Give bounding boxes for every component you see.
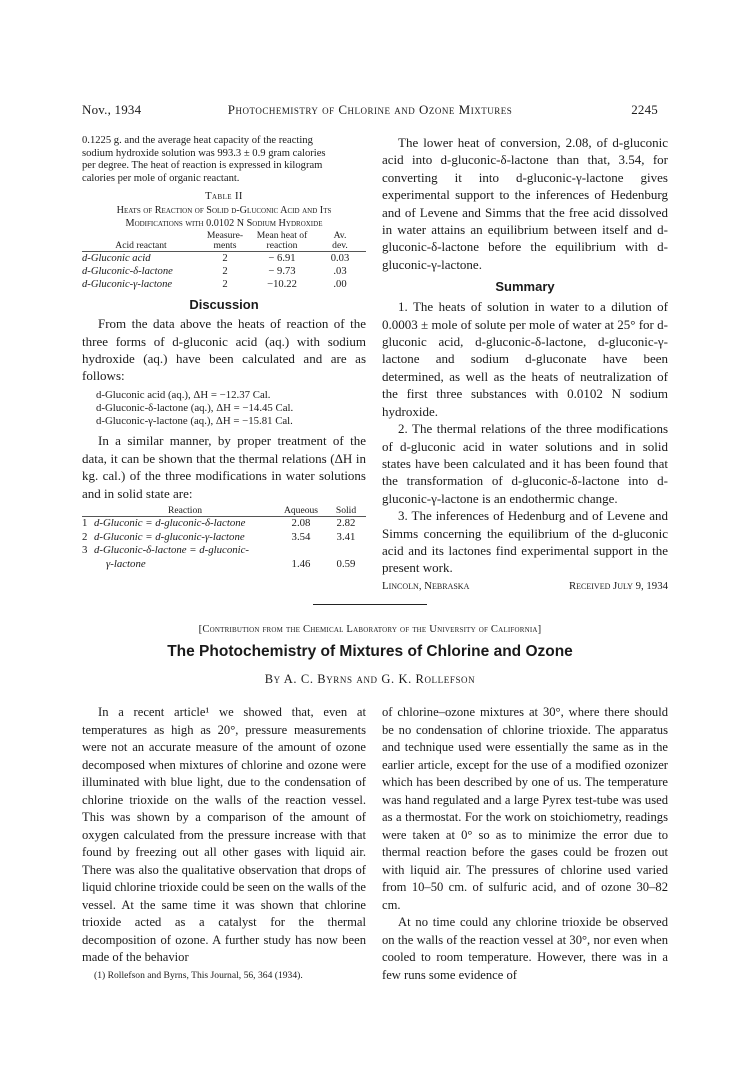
table-cell: d-Gluconic = d-gluconic-δ-lactone: [94, 517, 246, 530]
equation: d-Gluconic-δ-lactone (aq.), ΔH = −14.45 Cal.: [96, 401, 294, 414]
intro-line: calories per mole of organic reactant.: [82, 172, 240, 184]
col-header: Solid: [335, 505, 357, 517]
table-row: [82, 252, 366, 266]
table-cell: 2: [222, 279, 228, 291]
contribution-line: [Contribution from the Chemical Laboratory of the University of California]: [198, 624, 542, 635]
summary-item: 2. The thermal relations of the three modifications of d-gluconic acid in water solutions and in solid states have been calculated and it has been found that the transformation of d-gluconic-δ-lactone into d-gluconic-γ-lactone is an endothermic change.: [382, 421, 668, 506]
table-row: [82, 531, 366, 545]
discussion-heading: Discussion: [189, 297, 259, 313]
table-cell: d-Gluconic-δ-lactone = d-gluconic-: [94, 544, 250, 557]
table-cell: 2: [82, 530, 88, 543]
table-header-row: [82, 506, 366, 517]
article-paragraph: In a recent article¹ we showed that, even at temperatures as high as 20°, pressure measurements were not an accurate measure of the amount of ozone decomposed when mixtures of chlorine and ozone were illuminated with blue light, due to the condensation of chlorine trioxide on the walls of the reaction vessel. This was shown by a comparison of the amount of oxygen calculated from the pressure increase with that found by freezing out all other gases with liquid air. There was also the qualitative observation that drops of liquid chlorine trioxide could be seen on the walls of the vessel. At the same time it was shown that chlorine trioxide acted as a catalyst for the thermal decomposition of ozone. A further study has now been made of the behavior: [82, 705, 366, 964]
location: Lincoln, Nebraska: [382, 579, 470, 592]
article-byline: By A. C. Byrns and G. K. Rollefson: [264, 672, 476, 686]
col-header: Av. dev.: [332, 230, 348, 252]
table-cell: .03: [333, 266, 347, 278]
col-header: Measure- ments: [206, 230, 244, 252]
header-date: Nov., 1934: [82, 102, 142, 117]
equation: d-Gluconic-γ-lactone (aq.), ΔH = −15.81 Cal.: [96, 415, 293, 428]
table-cell: [276, 544, 326, 558]
col-header: Mean heat of reaction: [256, 230, 308, 252]
table-cell: −10.22: [267, 279, 297, 291]
table-cell: [82, 558, 94, 572]
summary-heading: Summary: [495, 279, 555, 295]
right-top-column: [382, 134, 668, 596]
equation: d-Gluconic acid (aq.), ΔH = −12.37 Cal.: [96, 388, 271, 401]
table-cell: 0.03: [330, 253, 350, 265]
table-cell: 3: [82, 544, 88, 557]
col-header: Acid reactant: [115, 240, 167, 252]
equations: [96, 389, 366, 429]
article-right-column: [382, 704, 668, 984]
table-cell: 3.54: [291, 530, 311, 543]
table-row: [82, 265, 366, 278]
article-title: The Photochemistry of Mixtures of Chlorine and Ozone: [167, 643, 573, 660]
table-cell: .00: [333, 279, 347, 291]
table-cell: 0.59: [336, 557, 356, 570]
article-paragraph: of chlorine–ozone mixtures at 30°, where there should be no condensation of chlorine trioxide. The apparatus and technique used were essentially the same as in the earlier article, except for the use of a modified ozonizer which has been described by one of us. The temperature was hand regulated and a large Pyrex test-tube was used as a thermostat. For the work on stoichiometry, readings were taken at 0° so as to minimize the error due to thermal reaction before the gases could be frozen out with liquid air. The pressures of chlorine used varied from 10–50 cm. of sulfuric acid, and of ozone 30–82 cm.: [382, 705, 668, 912]
table-cell: 2.08: [291, 517, 311, 530]
table-cell: 2: [222, 253, 228, 265]
table-2: [82, 231, 366, 291]
table-row: [82, 544, 366, 558]
col-header: Aqueous: [283, 505, 319, 517]
table-cell: 2: [222, 266, 228, 278]
table-cell: [326, 544, 366, 558]
similar-paragraph: In a similar manner, by proper treatment of the data, it can be shown that the thermal relations (ΔH in kg. cal.) of the three modifications in water solutions and in solid state are:: [82, 433, 366, 501]
article-paragraph: At no time could any chlorine trioxide be observed on the walls of the reaction vessel at 30°, nor even when cooled to room temperature. However, there was in a few runs some evidence of: [382, 915, 668, 982]
table-row: [82, 517, 366, 531]
intro-text: [82, 135, 366, 185]
received-date: Received July 9, 1934: [568, 579, 668, 592]
table2-label: Table II: [205, 191, 243, 203]
table-cell: 1: [82, 517, 88, 530]
section-divider: [313, 604, 427, 605]
running-title: Photochemistry of Chlorine and Ozone Mixtures: [227, 102, 513, 117]
article-left-column: [82, 704, 366, 982]
table-cell: d-Gluconic-δ-lactone: [82, 266, 173, 278]
table-header-row: [82, 231, 366, 252]
table2-caption-2: Modifications with 0.0102 N Sodium Hydroxide: [125, 217, 323, 229]
footnote: (1) Rollefson and Byrns, This Journal, 56, 364 (1934).: [94, 969, 303, 981]
page-number: 2245: [631, 102, 658, 117]
table-cell: 3.41: [336, 530, 356, 543]
left-top-column: [82, 135, 366, 571]
table-cell: 1.46: [291, 557, 311, 570]
table-cell: γ-lactone: [106, 557, 146, 570]
table-row: [82, 278, 366, 291]
intro-line: 0.1225 g. and the average heat capacity of the reacting: [82, 135, 313, 146]
intro-line: per degree. The heat of reaction is expressed in kilogram: [82, 160, 323, 172]
table-3: [82, 506, 366, 571]
col-header: Reaction: [167, 505, 203, 517]
table-cell: d-Gluconic-γ-lactone: [82, 279, 173, 291]
received-line: [382, 580, 668, 596]
summary-item: 3. The inferences of Hedenburg and of Levene and Simms concerning the equilibrium of the d-gluconic acid and its lactones find experimental support in the present work.: [382, 508, 668, 576]
table-cell: d-Gluconic = d-gluconic-γ-lactone: [94, 530, 245, 543]
table-cell: − 6.91: [268, 253, 296, 265]
intro-line: sodium hydroxide solution was 993.3 ± 0.9 gram calories: [82, 147, 326, 159]
conversion-paragraph: The lower heat of conversion, 2.08, of d-gluconic acid into d-gluconic-δ-lactone than that, 3.54, for converting it into d-gluconic-γ-lactone gives experimental support to the inferences of Hedenburg and of Levene and Simms that the free acid dissolved in water attains an equilibrium between itself and d-gluconic-δ-lactone before the equilibrium with d-gluconic-γ-lactone.: [382, 135, 668, 272]
discussion-paragraph: From the data above the heats of reaction of the three forms of d-gluconic acid (aq.) with sodium hydroxide (aq.) have been calculated and are as follows:: [82, 316, 366, 384]
table-cell: − 9.73: [268, 266, 296, 278]
summary-item: 1. The heats of solution in water to a dilution of 0.0003 ± mole of solute per mole of water at 25° for d-gluconic acid, d-gluconic-δ-lactone, d-gluconic-γ-lactone and sodium d-gluconate have been determined, as well as the heats of neutralization of the first three substances with 0.0102 N sodium hydroxide.: [382, 299, 668, 419]
table-cell: d-Gluconic acid: [82, 253, 151, 265]
table-cell: 2.82: [336, 517, 356, 530]
table-row: [82, 558, 366, 572]
table2-caption-1: Heats of Reaction of Solid d-Gluconic Acid and Its: [116, 204, 332, 216]
